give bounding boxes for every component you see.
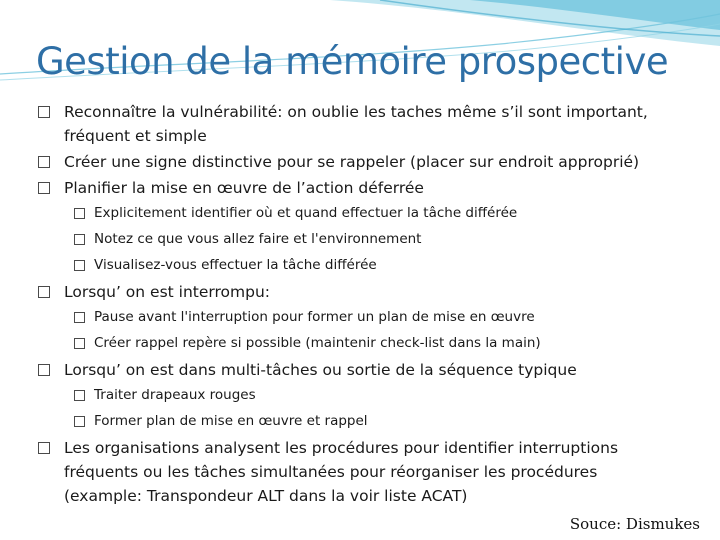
- bullet-text: Créer une signe distinctive pour se rappeler (placer sur endroit approprié): [64, 153, 640, 171]
- bullet-icon: [38, 182, 50, 194]
- source-citation: Souce: Dismukes: [569, 515, 700, 533]
- list-item: [38, 408, 710, 434]
- list-item: [38, 176, 710, 200]
- slide-title: Gestion de la mémoire prospective: [36, 40, 669, 83]
- bullet-text: Planifier la mise en œuvre de l’action déferrée: [64, 179, 424, 197]
- list-item: [38, 280, 710, 304]
- bullet-list: [38, 100, 710, 508]
- bullet-text: Former plan de mise en œuvre et rappel: [94, 413, 368, 429]
- bullet-icon: [38, 364, 50, 376]
- list-item: [38, 226, 710, 252]
- bullet-text: Reconnaître la vulnérabilité: on oublie les taches même s’il sont important, fréquent et simple: [64, 103, 648, 145]
- bullet-icon: [38, 442, 50, 454]
- list-item: [38, 150, 710, 174]
- bullet-icon: [74, 416, 85, 427]
- list-item: [38, 100, 710, 148]
- list-item: [38, 252, 710, 278]
- bullet-icon: [38, 156, 50, 168]
- bullet-text: Notez ce que vous allez faire et l'environnement: [94, 231, 422, 247]
- bullet-icon: [74, 390, 85, 401]
- bullet-text: Pause avant l'interruption pour former un plan de mise en œuvre: [94, 309, 535, 325]
- bullet-icon: [74, 338, 85, 349]
- list-item: [38, 304, 710, 330]
- bullet-text: Traiter drapeaux rouges: [94, 387, 256, 403]
- bullet-icon: [38, 106, 50, 118]
- list-item: [38, 382, 710, 408]
- bullet-text: Créer rappel repère si possible (maintenir check-list dans la main): [94, 335, 541, 351]
- bullet-icon: [74, 312, 85, 323]
- bullet-icon: [74, 260, 85, 271]
- list-item: [38, 330, 710, 356]
- list-item: [38, 200, 710, 226]
- bullet-icon: [74, 234, 85, 245]
- bullet-text: Visualisez-vous effectuer la tâche différée: [94, 257, 377, 273]
- bullet-text: Lorsqu’ on est dans multi-tâches ou sortie de la séquence typique: [64, 361, 577, 379]
- list-item: [38, 436, 710, 508]
- bullet-text: Les organisations analysent les procédures pour identifier interruptions fréquents ou les tâches simultanées pour réorganiser les procédures (example: Transpondeur ALT dans la voir liste ACAT): [64, 439, 619, 505]
- bullet-icon: [38, 286, 50, 298]
- bullet-text: Lorsqu’ on est interrompu:: [64, 283, 271, 301]
- list-item: [38, 358, 710, 382]
- bullet-text: Explicitement identifier où et quand effectuer la tâche différée: [94, 205, 518, 221]
- bullet-icon: [74, 208, 85, 219]
